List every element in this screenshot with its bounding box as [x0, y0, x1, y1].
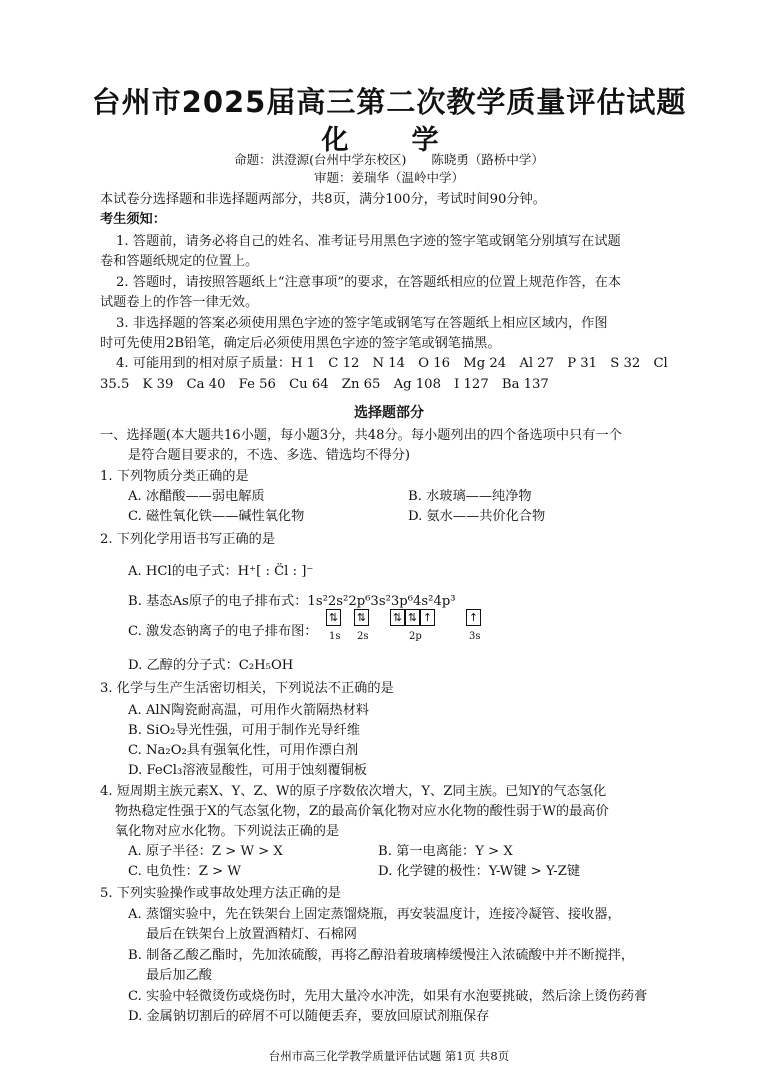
subject-title: 化 学 — [321, 125, 457, 156]
q1-stem: 1. 下列物质分类正确的是 — [100, 469, 249, 484]
q1-option-c: C. 磁性氧化铁——碱性氧化物 — [128, 509, 305, 524]
authors-line: 命题：洪澄源(台州中学东校区) 陈晓勇（路桥中学） — [234, 152, 544, 167]
orbital-box-1s: ⇅ — [326, 609, 341, 626]
orbital-label-2s: 2s — [357, 631, 369, 642]
part1-instructions-b: 是符合题目要求的，不选、多选、错选均不得分) — [128, 448, 411, 463]
q1-option-b: B. 水玻璃——纯净物 — [408, 489, 532, 504]
q5-option-b-2: 最后加乙酸 — [146, 968, 212, 983]
notice-2a: 2. 答题时，请按照答题纸上“注意事项”的要求，在答题纸相应的位置上规范作答，在本 — [116, 275, 622, 290]
q2-option-c: C. 激发态钠离子的电子排布图： — [128, 624, 318, 639]
q4-stem-3: 氧化物对应水化物。下列说法正确的是 — [115, 824, 340, 839]
notice-1b: 卷和答题纸规定的位置上。 — [100, 254, 259, 269]
q3-option-a: A. AlN陶瓷耐高温，可用作火箭隔热材料 — [128, 703, 369, 718]
notice-3a: 3. 非选择题的答案必须使用黑色字迹的签字笔或钢笔写在答题纸上相应区域内，作图 — [116, 316, 608, 331]
notice-1a: 1. 答题前，请务必将自己的姓名、准考证号用黑色字迹的签字笔或钢笔分别填写在试题 — [116, 234, 621, 249]
q2-option-d: D. 乙醇的分子式：C₂H₅OH — [128, 658, 294, 673]
q4-stem-2: 物热稳定性强于X的气态氢化物，Z的最高价氧化物对应水化物的酸性弱于W的最高价 — [115, 804, 609, 819]
orbital-box-3s: ↑ — [466, 609, 481, 626]
q4-option-d: D. 化学键的极性：Y-W键 > Y-Z键 — [378, 864, 581, 879]
q5-option-d: D. 金属钠切割后的碎屑不可以随便丢弃，要放回原试剂瓶保存 — [128, 1009, 490, 1024]
orbital-label-2p: 2p — [409, 631, 422, 642]
notice-3b: 时可先使用2B铅笔，确定后必须使用黑色字迹的签字笔或钢笔描黑。 — [100, 336, 501, 351]
orbital-box-2s: ⇅ — [354, 609, 369, 626]
q5-option-a-1: A. 蒸馏实验中，先在铁架台上固定蒸馏烧瓶，再安装温度计，连接冷凝管、接收器， — [128, 907, 621, 922]
q4-option-a: A. 原子半径：Z > W > X — [128, 844, 283, 859]
reviewer-line: 审题：姜瑞华（温岭中学） — [313, 170, 464, 185]
notice-4a: 4. 可能用到的相对原子质量：H 1 C 12 N 14 O 16 Mg 24 Al 27 P 31 S 32 Cl — [116, 356, 668, 371]
q5-option-a-2: 最后在铁架台上放置酒精灯、石棉网 — [146, 927, 357, 942]
notice-2b: 试题卷上的作答一律无效。 — [100, 295, 259, 310]
q1-option-d: D. 氨水——共价化合物 — [408, 509, 546, 524]
q3-option-c: C. Na₂O₂具有强氧化性，可用作漂白剂 — [128, 743, 359, 758]
q2-stem: 2. 下列化学用语书写正确的是 — [100, 532, 276, 547]
section-title: 选择题部分 — [354, 405, 424, 421]
q5-stem: 5. 下列实验操作或事故处理方法正确的是 — [100, 886, 341, 901]
q1-option-a: A. 冰醋酸——弱电解质 — [128, 489, 265, 504]
q5-option-b-1: B. 制备乙酸乙酯时，先加浓硫酸，再将乙醇沿着玻璃棒缓慢注入浓硫酸中并不断搅拌， — [128, 948, 635, 963]
part1-instructions-a: 一、选择题(本大题共16小题，每小题3分，共48分。每小题列出的四个备选项中只有一个 — [100, 428, 622, 443]
orbital-label-3s: 3s — [469, 631, 481, 642]
orbital-box-2p-1: ⇅ — [390, 609, 405, 626]
q2-option-a: A. HCl的电子式：H⁺[ : C̈l : ]⁻ — [128, 564, 314, 579]
q5-option-c: C. 实验中轻微烫伤或烧伤时，先用大量冷水冲洗，如果有水泡要挑破，然后涂上烫伤药膏 — [128, 989, 648, 1004]
q4-stem-1: 4. 短周期主族元素X、Y、Z、W的原子序数依次增大，Y、Z同主族。已知Y的气态氢化 — [100, 784, 607, 799]
orbital-box-2p-3: ↑ — [420, 609, 435, 626]
orbital-label-1s: 1s — [329, 631, 341, 642]
q2-option-b: B. 基态As原子的电子排布式：1s²2s²2p⁶3s²3p⁶4s²4p³ — [128, 594, 456, 609]
notice-title: 考生须知： — [100, 212, 166, 227]
page-footer: 台州市高三化学教学质量评估试题 第1页 共8页 — [268, 1049, 510, 1063]
intro-line: 本试卷分选择题和非选择题两部分，共8页，满分100分，考试时间90分钟。 — [100, 192, 546, 207]
q3-option-d: D. FeCl₃溶液显酸性，可用于蚀刻覆铜板 — [128, 763, 367, 778]
notice-4b: 35.5 K 39 Ca 40 Fe 56 Cu 64 Zn 65 Ag 108 I 127 Ba 137 — [100, 377, 549, 392]
orbital-box-2p-2: ⇅ — [405, 609, 420, 626]
q4-option-b: B. 第一电离能：Y > X — [378, 844, 513, 859]
q3-option-b: B. SiO₂导光性强，可用于制作光导纤维 — [128, 723, 361, 738]
q4-option-c: C. 电负性：Z > W — [128, 864, 241, 879]
q3-stem: 3. 化学与生产生活密切相关，下列说法不正确的是 — [100, 681, 394, 696]
exam-title: 台州市2025届高三第二次教学质量评估试题 — [91, 85, 687, 119]
